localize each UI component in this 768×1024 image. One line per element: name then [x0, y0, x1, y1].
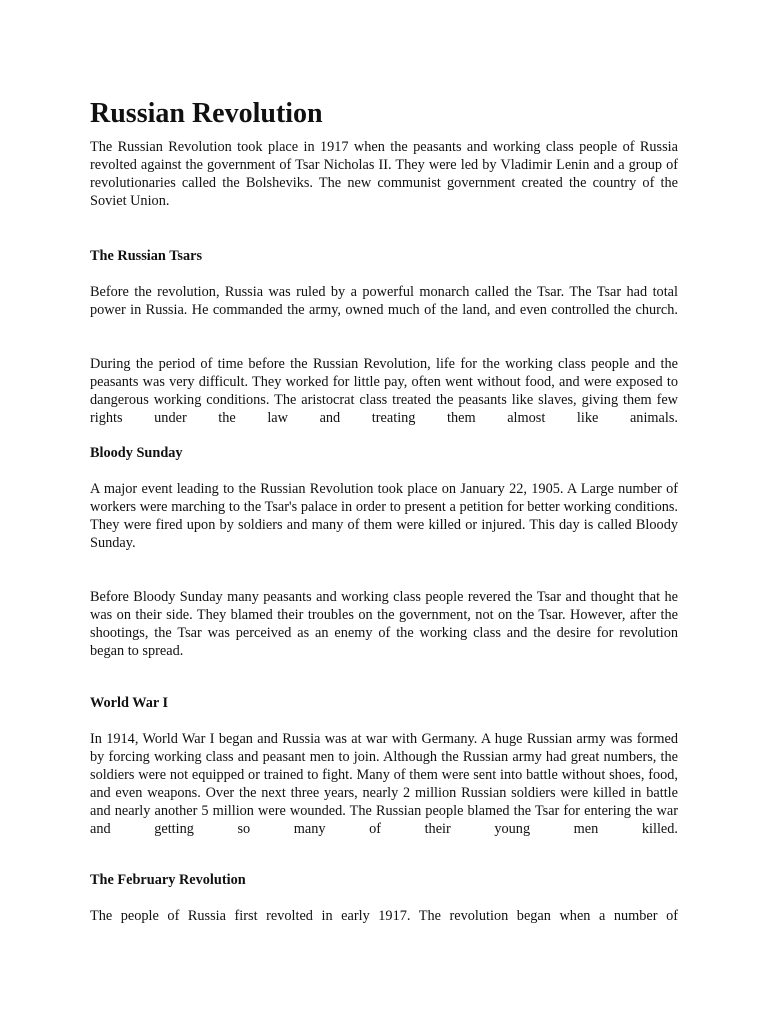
section-heading-february-revolution: The February Revolution [90, 872, 246, 888]
section-paragraph: The people of Russia first revolted in early 1917. The revolution began when a number of [90, 908, 678, 924]
section-paragraph: Before Bloody Sunday many peasants and working class people revered the Tsar and thought that he was on their side. They blamed their troubles on the government, not on the Tsar. However, after the shootings, the Tsar was perceived as an enemy of the working class and the desire for revolution began to spread. [90, 589, 678, 659]
section-paragraph: Before the revolution, Russia was ruled by a powerful monarch called the Tsar. The Tsar had total power in Russia. He commanded the army, owned much of the land, and even controlled the church. [90, 284, 678, 318]
page-title: Russian Revolution [90, 98, 323, 129]
intro-paragraph: The Russian Revolution took place in 1917 when the peasants and working class people of Russia revolted against the government of Tsar Nicholas II. They were led by Vladimir Lenin and a group of revolutionaries called the Bolsheviks. The new communist government created the country of the Soviet Union. [90, 139, 678, 209]
section-heading-bloody-sunday: Bloody Sunday [90, 445, 183, 461]
section-heading-world-war-i: World War I [90, 695, 169, 711]
section-heading-russian-tsars: The Russian Tsars [90, 248, 203, 264]
section-paragraph: In 1914, World War I began and Russia was at war with Germany. A huge Russian army was formed by forcing working class and peasant men to join. Although the Russian army had great numbers, the soldiers were not equipped or trained to fight. Many of them were sent into battle without shoes, food, and even weapons. Over the next three years, nearly 2 million Russian soldiers were killed in battle and nearly another 5 million were wounded. The Russian people blamed the Tsar for entering the war and getting so many of their young men killed. [90, 731, 678, 837]
section-paragraph: A major event leading to the Russian Revolution took place on January 22, 1905. A Large number of workers were marching to the Tsar's palace in order to present a petition for better working conditions. They were fired upon by soldiers and many of them were killed or injured. This day is called Bloody Sunday. [90, 481, 678, 551]
section-paragraph: During the period of time before the Russian Revolution, life for the working class people and the peasants was very difficult. They worked for little pay, often went without food, and were exposed to dangerous working conditions. The aristocrat class treated the peasants like slaves, giving them few rights under the law and treating them almost like animals. [90, 356, 678, 426]
